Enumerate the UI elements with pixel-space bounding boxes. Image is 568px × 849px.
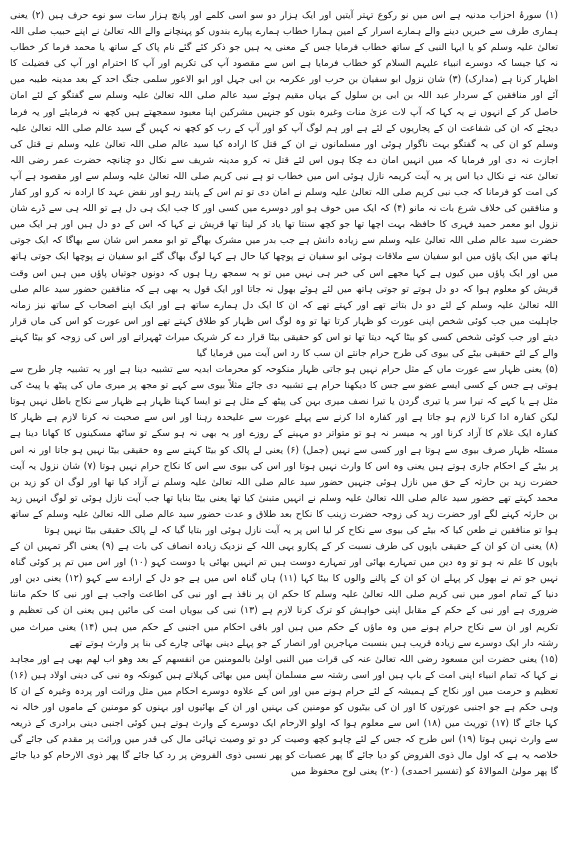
commentary-paragraph-4: (۱۵) یعنی حضرت ابن مسعود رضی اللہ تعالیٰ عنہ کی قرات میں النبی اولیٰ بالمومنین من انفسھم کے بعد وھو اب لھم بھی ہے اور مجاہد نے کہا کہ تمام انبیاء اپنی امت کے باپ ہیں اور اسی رشتہ سے مسلمان آپس میں بھائی کہلاتے ہیں کیونکہ وہ نبی کی دینی اولاد ہیں (۱۶) تعظیم و حرمت میں اور نکاح کے ہمیشہ کے لئے حرام ہونے میں اور اس کے علاوہ دوسرے احکام میں مثل وراثت اور پردہ وغیرہ کے ان کا وہی حکم ہے جو اجنبی عورتوں کا اور ان کی بیٹیوں کو مومنین کی بہنیں اور ان کے بھائیوں اور بہنوں کو مومنین کے ماموں اور خالہ نہ کہا جائے گا (۱۷) توریث میں (۱۸) اس سے معلوم ہوا کہ اولو الارحام ایک دوسرے کے وارث ہوتے ہیں کوئی اجنبی دینی برادری کے ذریعہ سے وارث نہیں ہوتا (۱۹) اس طرح کہ جس کے لئے چاہو کچھ وصیت کر دو تو وصیت تہائی مال کی قدر میں وراثت پر مقدم کی جائے گی خلاصہ یہ ہے کہ اول مال ذوی الفروض کو دیا جائے گا پھر عصبات کو پھر نسبی ذوی الفروض پر رد کیا جائے گا پھر ذوی الارحام کو دیا جائے گا پھر مولیٰ الموالاۃ کو (تفسیر احمدی) (۲۰) یعنی لوح محفوظ میں: [10, 653, 558, 778]
commentary-paragraph-1: (۱) سورۂ احزاب مدنیہ ہے اس میں نو رکوع تہتر آیتیں اور ایک ہزار دو سو اسی کلمے اور پانچ ہزار سات سو نوے حرف ہیں (۲) یعنی ہماری طرف سے خبریں دینے والے ہمارے اسرار کے امین ہمارا خطاب ہمارے پیارے بندوں کو پہنچانے والے اللہ تعالیٰ نے اپنے حبیب صلی اللہ تعالیٰ علیہ وسلم کو یا ایہا النبی کے ساتھ خطاب فرمایا جس کے معنی یہ ہیں جو ذکر کئے گئے نام پاک کے ساتھ یا محمد فرما کر خطاب نہ کیا جیسا کہ دوسرے انبیاء علیہم السلام کو خطاب فرمایا ہے اس سے مقصود آپ کی تکریم اور آپ کا احترام اور آپ کی فضیلت کا اظہار کرنا ہے (مدارک) (۳) شان نزول ابو سفیان بن حرب اور عکرمہ بن ابی جہل اور ابو الاعور سلمی جنگ احد کے بعد مدینہ طیبہ میں آئے اور منافقین کے سردار عبد اللہ بن ابی بن سلول کے یہاں مقیم ہوئے سید عالم صلی اللہ تعالیٰ علیہ وسلم سے گفتگو کے لئے امان حاصل کر کے انہوں نے یہ کہا کہ آپ لات عزیٰ منات وغیرہ بتوں کو جنہیں مشرکین اپنا معبود سمجھتے ہیں کچھ نہ فرمایئے اور یہ فرما دیجئے کہ ان کی شفاعت ان کے پجاریوں کے لئے ہے اور ہم لوگ آپ کو اور آپ کے رب کو کچھ نہ کہیں گے سید عالم صلی اللہ تعالیٰ علیہ وسلم کو ان کی یہ گفتگو بہت ناگوار ہوئی اور مسلمانوں نے ان کے قتل کا ارادہ کیا سید عالم صلی اللہ تعالیٰ علیہ وسلم نے قتل کی اجازت نہ دی اور فرمایا کہ میں انہیں امان دے چکا ہوں اس لئے قتل نہ کرو مدینہ شریف سے نکال دو چنانچہ حضرت عمر رضی اللہ تعالیٰ عنہ نے نکال دیا اس پر یہ آیت کریمہ نازل ہوئی اس میں خطاب تو ہے نبی کریم صلی اللہ تعالیٰ علیہ وسلم سے اور مقصود ہے آپ کی امت کو فرمانا کہ جب نبی کریم صلی اللہ تعالیٰ علیہ وسلم نے امان دی تو تم اس کے پابند رہو اور نقض عہد کا ارادہ نہ کرو اور کفار و منافقین کی خلاف شرع بات نہ مانو (۴) کہ ایک میں خوف ہو اور دوسرے میں کسی اور کا جب ایک ہی دل ہے تو اللہ ہی سے ڈرے شان نزول ابو معمر حمید فہری کا حافظہ بہت اچھا تھا جو کچھ سنتا تھا یاد کر لیتا تھا قریش نے کہا کہ اس کے دو دل ہیں اور ہر ایک میں حضرت سید عالم صلی اللہ تعالیٰ علیہ وسلم سے زیادہ دانش ہے جب بدر میں مشرک بھاگے تو ابو معمر اس شان سے بھاگا کہ ایک جوتی ہاتھ میں ایک پاؤں میں ابو سفیان سے ملاقات ہوئی ابو سفیان نے پوچھا کیا حال ہے کہا لوگ بھاگ گئے ابو سفیان نے پوچھا ایک جوتی ہاتھ میں اور ایک پاؤں میں کیوں ہے کہا مجھے اس کی خبر ہی نہیں میں تو یہ سمجھ رہا ہوں کہ دونوں جوتیاں پاؤں میں ہیں اس وقت قریش کو معلوم ہوا کہ دو دل ہوتے تو جوتی ہاتھ میں لئے ہوئے بھول نہ جاتا اور ایک قول یہ بھی ہے کہ منافقین حضور سید عالم صلی اللہ تعالیٰ علیہ وسلم کے لئے دو دل بتاتے تھے اور کہتے تھے کہ ان کا ایک دل ہمارے ساتھ ہے اور ایک اپنے اصحاب کے ساتھ نیز زمانہ جاہلیت میں جب کوئی شخص اپنی عورت کو ظہار کرتا تھا تو وہ لوگ اس ظہار کو طلاق کہتے تھے اور اس عورت کو اس کی ماں قرار دیتے اور جب کوئی شخص کسی کو بیٹا کہہ دیتا تھا تو اس کو حقیقی بیٹا قرار دے کر شریک میراث ٹھہراتے اور اس کی زوجہ کو بیٹا کہنے والے کے لئے حقیقی بیٹے کی بیوی کی طرح حرام جانتے ان سب کا رد اس آیت میں فرمایا گیا: [10, 10, 558, 359]
commentary-page: [10, 8, 558, 841]
commentary-paragraph-2: (۵) یعنی ظہار سے عورت ماں کے مثل حرام نہیں ہو جاتی ظہار منکوحہ کو محرمات ابدیہ سے تشبیہ دینا ہے اور یہ تشبیہ چار طرح سے ہوتی ہے جس کے کسی ایسے عضو سے جس کا دیکھنا حرام ہے تشبیہ دی جائے مثلاً بیوی سے کہے تو مجھ پر میری ماں کی پیٹھ یا پیٹ کی مثل ہے یا کہے کہ تیرا سر یا تیری گردن یا تیرا نصف میری بہن کی پیٹھ کے مثل ہے تو ایسا کہنا ظہار ہے ظہار سے نکاح باطل نہیں ہوتا لیکن کفارہ ادا کرنا لازم ہو جاتا ہے اور کفارہ ادا کرنے سے پہلے عورت سے علیحدہ رہنا اور اس سے صحبت نہ کرنا لازم ہے ظہار کا کفارہ ایک غلام کا آزاد کرنا اور یہ میسر نہ ہو تو متواتر دو مہینے کے روزے اور یہ بھی نہ ہو سکے تو ساٹھ مسکینوں کا کھانا دینا ہے مسئلہ ظہار صرف بیوی سے ہوتا ہے اور کسی سے نہیں (جمل) (۶) یعنی لے پالک کو بیٹا کہنے سے وہ حقیقی بیٹا نہیں ہو جاتا اور نہ اس پر بیٹے کے احکام جاری ہوتے ہیں یعنی وہ اس کا وارث نہیں ہوتا اور اس کی بیوی سے اس کا نکاح حرام نہیں ہوتا (۷) شان نزول یہ آیت حضرت زید بن حارثہ کے حق میں نازل ہوئی جنہیں حضور سید عالم صلی اللہ تعالیٰ علیہ وسلم نے آزاد کیا تھا اور لوگ ان کو زید بن محمد کہتے تھے حضور سید عالم صلی اللہ تعالیٰ علیہ وسلم نے انہیں متبنیٰ کیا تھا یعنی بیٹا بنایا تھا جب آیت نازل ہوئی تو لوگ انہیں زید بن حارثہ کہنے لگے اور حضرت زید کی زوجہ حضرت زینب کا نکاح بعد طلاق و عدت حضور سید عالم صلی اللہ تعالیٰ علیہ وسلم کے ساتھ ہوا تو منافقین نے طعن کیا کہ بیٹے کی بیوی سے نکاح کر لیا اس پر یہ آیت نازل ہوئی اور بتایا گیا کہ لے پالک حقیقی بیٹا نہیں ہوتا: [10, 364, 558, 536]
commentary-paragraph-3: (۸) یعنی ان کو ان کے حقیقی باپوں کی طرف نسبت کر کے پکارو یہی اللہ کے نزدیک زیادہ انصاف کی بات ہے (۹) یعنی اگر تمہیں ان کے باپوں کا علم نہ ہو تو وہ دین میں تمہارے بھائی اور تمہارے دوست ہیں تم انہیں بھائی یا دوست کہو (۱۰) اور اس میں تم پر کوئی گناہ نہیں جو تم نے بھول کر پہلے ان کو ان کے پالنے والوں کا بیٹا کہا (۱۱) ہاں گناہ اس میں ہے جو دل کے ارادے سے کہو (۱۲) یعنی دین اور دنیا کے تمام امور میں نبی کریم صلی اللہ تعالیٰ علیہ وسلم کا حکم ان پر نافذ ہے اور نبی کی اطاعت واجب ہے اور نبی کا حکم ماننا ضروری ہے اور نبی کے حکم کے مقابل اپنی خواہش کو ترک کرنا لازم ہے (۱۳) نبی کی بیویاں امت کی مائیں ہیں یعنی ان کی تعظیم و تکریم اور ان سے نکاح حرام ہونے میں وہ ماؤں کے حکم میں ہیں اور باقی احکام میں اجنبی کے حکم میں ہیں (۱۴) یعنی میراث میں رشتہ دار ایک دوسرے سے زیادہ قریب ہیں بنسبت مہاجرین اور انصار کے جو پہلے دینی بھائی چارے کی بنا پر وارث ہوتے تھے: [10, 541, 558, 649]
